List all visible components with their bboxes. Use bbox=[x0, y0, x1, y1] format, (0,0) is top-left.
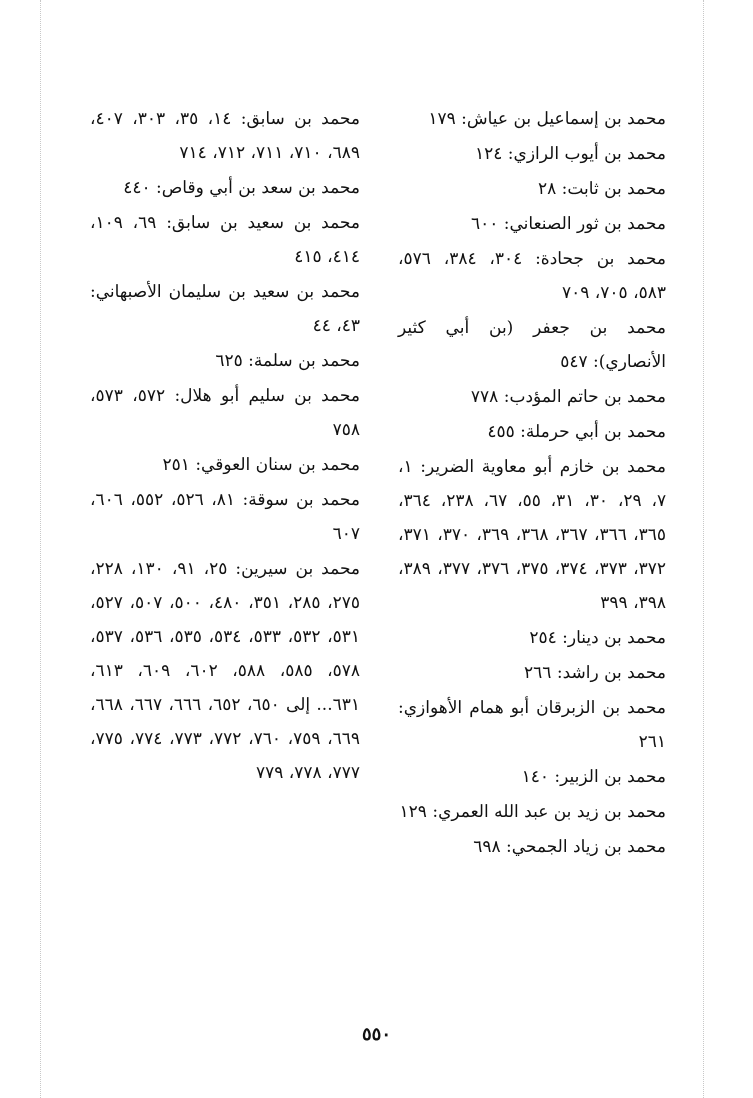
index-entry: محمد بن سوقة: ٨١، ٥٢٦، ٥٥٢، ٦٠٦، ٦٠٧ bbox=[90, 490, 361, 544]
index-entry: محمد بن الزبرقان أبو همام الأهوازي: ٢٦١ bbox=[398, 698, 666, 752]
index-entry: محمد بن الزبير: ١٤٠ bbox=[521, 767, 666, 787]
index-entry: محمد بن زياد الجمحي: ٦٩٨ bbox=[473, 837, 666, 857]
index-entry: محمد بن سعيد بن سليمان الأصبهاني: ٤٣، ٤٤ bbox=[90, 282, 360, 336]
index-entry: محمد بن سلمة: ٦٢٥ bbox=[215, 351, 360, 371]
index-column-right bbox=[398, 102, 666, 865]
scan-edge-line bbox=[703, 0, 704, 1098]
index-entry: محمد بن جحادة: ٣٠٤، ٣٨٤، ٥٧٦، ٥٨٣، ٧٠٥، ٧٠٩ bbox=[398, 249, 667, 303]
index-entry: محمد بن سعيد بن سابق: ٦٩، ١٠٩، ٤١٤، ٤١٥ bbox=[90, 213, 361, 267]
index-entry: محمد بن أيوب الرازي: ١٢٤ bbox=[474, 144, 666, 164]
index-entry: محمد بن حاتم المؤدب: ٧٧٨ bbox=[470, 387, 666, 407]
index-entry: محمد بن دينار: ٢٥٤ bbox=[529, 628, 666, 648]
index-entry: محمد بن سيرين: ٢٥، ٩١، ١٣٠، ٢٢٨، ٢٧٥، ٢٨٥، ٣٥١، ٤٨٠، ٥٠٠، ٥٠٧، ٥٢٧، ٥٣١، ٥٣٢، ٥٣٣، ٥٣٤، ٥٣٥، ٥٣٦، ٥٣٧، ٥٧٨، ٥٨٥، ٥٨٨، ٦٠٢، ٦٠٩، ٦١٣، ٦٣١... إلى ٦٥٠، ٦٥٢، ٦٦٦، ٦٦٧، ٦٦٨، ٦٦٩، ٧٥٩، ٧٦٠، ٧٧٢، ٧٧٣، ٧٧٤، ٧٧٥، ٧٧٧، ٧٧٨، ٧٧٩ bbox=[90, 559, 361, 783]
index-entry: محمد بن أبي حرملة: ٤٥٥ bbox=[487, 422, 666, 442]
index-entry: محمد بن زيد بن عبد الله العمري: ١٢٩ bbox=[399, 802, 666, 822]
index-entry: محمد بن جعفر (بن أبي كثير الأنصاري): ٥٤٧ bbox=[398, 318, 666, 372]
index-entry: محمد بن سنان العوقي: ٢٥١ bbox=[162, 455, 360, 475]
index-entry: محمد بن خازم أبو معاوية الضرير: ١، ٧، ٢٩، ٣٠، ٣١، ٥٥، ٦٧، ٢٣٨، ٣٦٤، ٣٦٥، ٣٦٦، ٣٦٧، ٣٦٨، ٣٦٩، ٣٧٠، ٣٧١، ٣٧٢، ٣٧٣، ٣٧٤، ٣٧٥، ٣٧٦، ٣٧٧، ٣٨٩، ٣٩٨، ٣٩٩ bbox=[398, 457, 667, 613]
index-entry: محمد بن سعد بن أبي وقاص: ٤٤٠ bbox=[123, 178, 360, 198]
index-column-left bbox=[90, 102, 360, 791]
index-entry: محمد بن راشد: ٢٦٦ bbox=[524, 663, 666, 683]
index-entry: محمد بن سابق: ١٤، ٣٥، ٣٠٣، ٤٠٧، ٦٨٩، ٧١٠، ٧١١، ٧١٢، ٧١٤ bbox=[90, 109, 361, 163]
index-entry: محمد بن ثور الصنعاني: ٦٠٠ bbox=[470, 214, 666, 234]
index-entry: محمد بن ثابت: ٢٨ bbox=[537, 179, 666, 199]
index-entry: محمد بن سليم أبو هلال: ٥٧٢، ٥٧٣، ٧٥٨ bbox=[90, 386, 360, 440]
scan-edge-line bbox=[40, 0, 41, 1098]
page-number: ٥٥٠ bbox=[361, 1024, 391, 1045]
index-entry: محمد بن إسماعيل بن عياش: ١٧٩ bbox=[428, 109, 666, 129]
